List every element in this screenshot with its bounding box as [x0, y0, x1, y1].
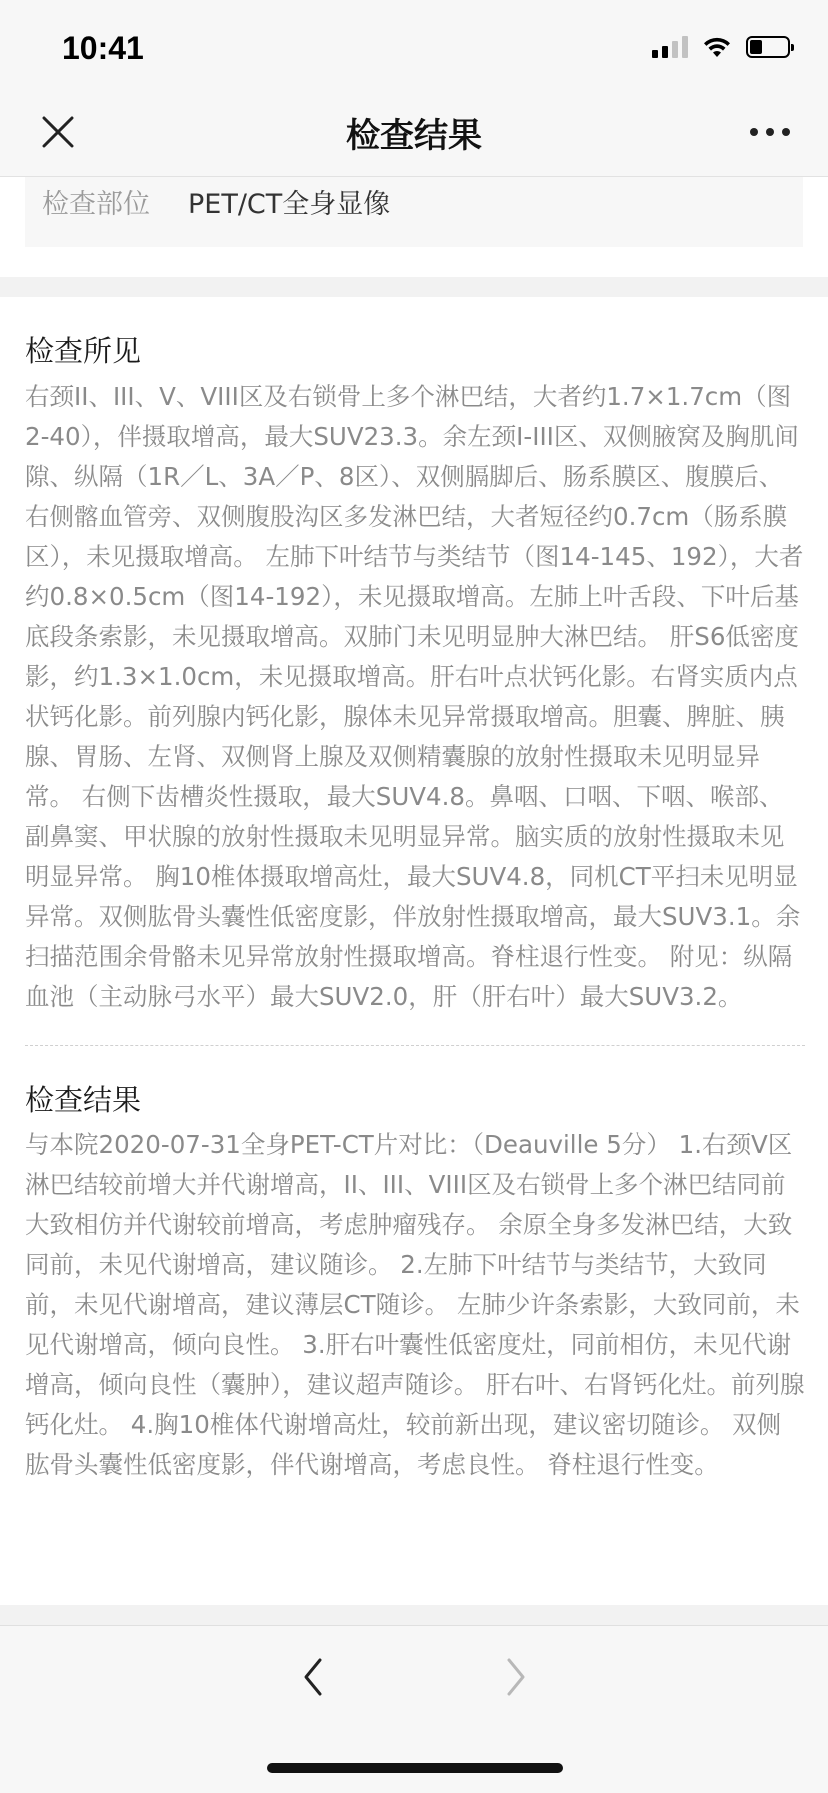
more-icon[interactable]	[750, 128, 790, 136]
chevron-left-icon[interactable]	[296, 1652, 332, 1702]
bottom-gap	[0, 1605, 828, 1625]
signal-icon	[652, 36, 688, 58]
report-content	[25, 297, 805, 1485]
findings-title: 检查所见	[25, 334, 142, 368]
results-body: 与本院2020-07-31全身PET-CT片对比：（Deauville 5分） 1.右颈V区淋巴结较前增大并代谢增高，II、III、VIII区及右锁骨上多个淋巴结同前大致相仿并代谢较前增高，考虑肿瘤残存。 余原全身多发淋巴结，大致同前，未见代谢增高，建议随诊。 2.左肺下叶结节与类结节，大致同前，未见代谢增高，建议薄层CT随诊。 左肺少许条索影，大致同前，未见代谢增高，倾向良性。 3.肝右叶囊性低密度灶，同前相仿，未见代谢增高，倾向良性（囊肿），建议超声随诊。 肝右叶、右肾钙化灶。前列腺钙化灶。 4.胸10椎体代谢增高灶，较前新出现，建议密切随诊。 双侧肱骨头囊性低密度影，伴代谢增高，考虑良性。 脊柱退行性变。	[25, 1130, 805, 1480]
battery-icon	[746, 36, 790, 58]
section-divider	[25, 1045, 805, 1046]
status-time: 10:41	[62, 30, 144, 66]
exam-part-label: 检查部位	[42, 189, 150, 220]
page-title: 检查结果	[346, 116, 482, 156]
home-indicator	[267, 1763, 563, 1773]
chevron-right-icon[interactable]	[497, 1652, 533, 1702]
status-icons	[652, 36, 790, 58]
bottom-toolbar	[0, 1625, 828, 1793]
findings-body: 右颈II、III、V、VIII区及右锁骨上多个淋巴结，大者约1.7×1.7cm（图2-40），伴摄取增高，最大SUV23.3。余左颈I-III区、双侧腋窝及胸肌间隙、纵隔（1R／L、3A／P、8区）、双侧膈脚后、肠系膜区、腹膜后、右侧髂血管旁、双侧腹股沟区多发淋巴结，大者短径约0.7cm（肠系膜区），未见摄取增高。 左肺下叶结节与类结节（图14-145、192），大者约0.8×0.5cm（图14-192），未见摄取增高。左肺上叶舌段、下叶后基底段条索影，未见摄取增高。双肺门未见明显肿大淋巴结。 肝S6低密度影，约1.3×1.0cm，未见摄取增高。肝右叶点状钙化影。右肾实质内点状钙化影。前列腺内钙化影，腺体未见异常摄取增高。胆囊、脾脏、胰腺、胃肠、左肾、双侧肾上腺及双侧精囊腺的放射性摄取未见明显异常。 右侧下齿槽炎性摄取，最大SUV4.8。鼻咽、口咽、下咽、喉部、副鼻窦、甲状腺的放射性摄取未见明显异常。脑实质的放射性摄取未见明显异常。 胸10椎体摄取增高灶，最大SUV4.8，同机CT平扫未见明显异常。双侧肱骨头囊性低密度影，伴放射性摄取增高，最大SUV3.1。余扫描范围余骨骼未见异常放射性摄取增高。脊柱退行性变。 附见：纵隔血池（主动脉弓水平）最大SUV2.0，肝（肝右叶）最大SUV3.2。	[25, 381, 804, 1011]
exam-part-value: PET/CT全身显像	[188, 189, 391, 220]
nav-bar	[0, 100, 828, 177]
wifi-icon	[702, 36, 732, 58]
section-gap	[0, 277, 828, 297]
results-title: 检查结果	[25, 1082, 142, 1117]
status-bar	[0, 0, 828, 100]
